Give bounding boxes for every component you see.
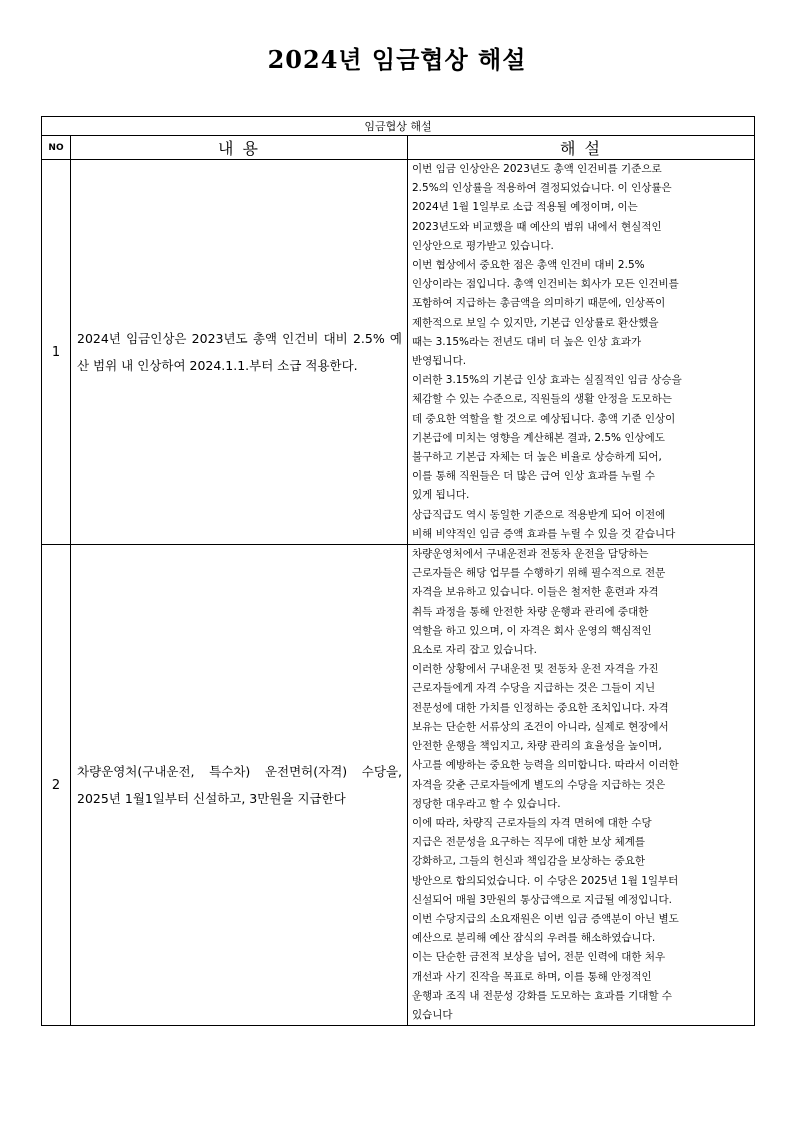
row-explanation: [408, 545, 755, 1026]
explanation-line: 차량운영처에서 구내운전과 전동차 운전을 담당하는: [412, 548, 649, 561]
row-explanation: [408, 160, 755, 545]
explanation-line: 신설되어 매월 3만원의 통상급액으로 지급될 예정입니다.: [412, 893, 672, 906]
explanation-line: 역할을 하고 있으며, 이 자격은 회사 운영의 핵심적인: [412, 624, 652, 637]
explanation-line: 운행과 조직 내 전문성 강화를 도모하는 효과를 기대할 수: [412, 989, 672, 1002]
explanation-line: 불구하고 기본급 자체는 더 높은 비율로 상승하게 되어,: [412, 451, 662, 464]
row-number: 1: [42, 160, 71, 545]
explanation-line: 보유는 단순한 서류상의 조건이 아니라, 실제로 현장에서: [412, 720, 669, 733]
explanation-line: 안전한 운행을 책임지고, 차량 관리의 효율성을 높이며,: [412, 740, 662, 753]
explanation-line: 방안으로 합의되었습니다. 이 수당은 2025년 1월 1일부터: [412, 874, 679, 887]
explanation-line: 이러한 3.15%의 기본급 인상 효과는 실질적인 임금 상승을: [412, 374, 682, 387]
explanation-line: 인상이라는 점입니다. 총액 인건비는 회사가 모든 인건비를: [412, 278, 679, 291]
explanation-line: 있습니다: [412, 1008, 453, 1021]
explanation-line: 이는 단순한 금전적 보상을 넘어, 전문 인력에 대한 처우: [412, 951, 666, 964]
wage-explanation-table: [41, 116, 755, 1026]
explanation-line: 예산으로 분리해 예산 잠식의 우려를 해소하였습니다.: [412, 932, 656, 945]
explanation-line: 이를 통해 직원들은 더 많은 급여 인상 효과를 누릴 수: [412, 470, 656, 483]
explanation-line: 포함하여 지급하는 총금액을 의미하기 때문에, 인상폭이: [412, 297, 666, 310]
explanation-line: 이에 따라, 차량직 근로자들의 자격 면허에 대한 수당: [412, 816, 652, 829]
explanation-line: 사고를 예방하는 중요한 능력을 의미합니다. 따라서 이러한: [412, 759, 679, 772]
explanation-line: 상급직급도 역시 동일한 기준으로 적용받게 되어 이전에: [412, 508, 666, 521]
table-row: [42, 545, 755, 1026]
explanation-line: 자격을 갖춘 근로자들에게 별도의 수당을 지급하는 것은: [412, 778, 666, 791]
explanation-line: 근로자들은 해당 업무를 수행하기 위해 필수적으로 전문: [412, 567, 666, 580]
header-explanation: 해 설: [408, 136, 755, 160]
table-row: [42, 160, 755, 545]
explanation-line: 취득 과정을 통해 안전한 차량 운행과 관리에 중대한: [412, 605, 649, 618]
explanation-line: 전문성에 대한 가치를 인정하는 중요한 조치입니다. 자격: [412, 701, 669, 714]
explanation-line: 자격을 보유하고 있습니다. 이들은 철저한 훈련과 자격: [412, 586, 659, 599]
explanation-line: 2023년도와 비교했을 때 예산의 범위 내에서 현실적인: [412, 220, 662, 233]
explanation-line: 강화하고, 그들의 헌신과 책임감을 보상하는 중요한: [412, 855, 646, 868]
table-caption-row: [42, 117, 755, 136]
explanation-line: 제한적으로 보일 수 있지만, 기본급 인상률로 환산했을: [412, 316, 659, 329]
header-content: 내 용: [71, 136, 408, 160]
explanation-line: 근로자들에게 자격 수당을 지급하는 것은 그들이 지닌: [412, 682, 656, 695]
explanation-line: 이번 협상에서 중요한 점은 총액 인건비 대비 2.5%: [412, 259, 645, 272]
explanation-line: 지급은 전문성을 요구하는 직무에 대한 보상 체계를: [412, 836, 646, 849]
row-content: 2024년 임금인상은 2023년도 총액 인건비 대비 2.5% 예산 범위 내 인상하여 2024.1.1.부터 소급 적용한다.: [71, 160, 408, 545]
explanation-line: 있게 됩니다.: [412, 489, 470, 502]
explanation-line: 이번 수당지급의 소요재원은 이번 임금 증액분이 아닌 별도: [412, 912, 679, 925]
explanation-line: 인상안으로 평가받고 있습니다.: [412, 239, 554, 252]
explanation-line: 이러한 상황에서 구내운전 및 전동차 운전 자격을 가진: [412, 663, 659, 676]
explanation-line: 개선과 사기 진작을 목표로 하며, 이를 통해 안정적인: [412, 970, 652, 983]
explanation-line: 이번 임금 인상안은 2023년도 총액 인건비를 기준으로: [412, 163, 662, 175]
explanation-line: 기본급에 미치는 영향을 계산해본 결과, 2.5% 인상에도: [412, 431, 665, 444]
explanation-line: 정당한 대우라고 할 수 있습니다.: [412, 797, 561, 810]
header-no: NO: [42, 136, 71, 160]
row-number: 2: [42, 545, 71, 1026]
explanation-line: 체감할 수 있는 수준으로, 직원들의 생활 안정을 도모하는: [412, 393, 672, 406]
explanation-line: 2024년 1월 1일부로 소급 적용될 예정이며, 이는: [412, 201, 638, 214]
explanation-line: 요소로 자리 잡고 있습니다.: [412, 644, 537, 657]
table-header-row: [42, 136, 755, 160]
explanation-line: 비해 비약적인 임금 증액 효과를 누릴 수 있을 것 같습니다: [412, 527, 676, 540]
page-title: 2024년 임금협상 해설: [267, 45, 527, 74]
table-caption: 임금협상 해설: [42, 117, 755, 136]
explanation-line: 때는 3.15%라는 전년도 대비 더 높은 인상 효과가: [412, 335, 642, 348]
explanation-line: 2.5%의 인상률을 적용하여 결정되었습니다. 이 인상률은: [412, 182, 672, 195]
explanation-line: 반영됩니다.: [412, 355, 467, 368]
explanation-line: 데 중요한 역할을 할 것으로 예상됩니다. 총액 기준 인상이: [412, 412, 676, 425]
row-content: 차량운영처(구내운전, 특수차) 운전면허(자격) 수당을, 2025년 1월1일부터 신설하고, 3만원을 지급한다: [71, 545, 408, 1026]
